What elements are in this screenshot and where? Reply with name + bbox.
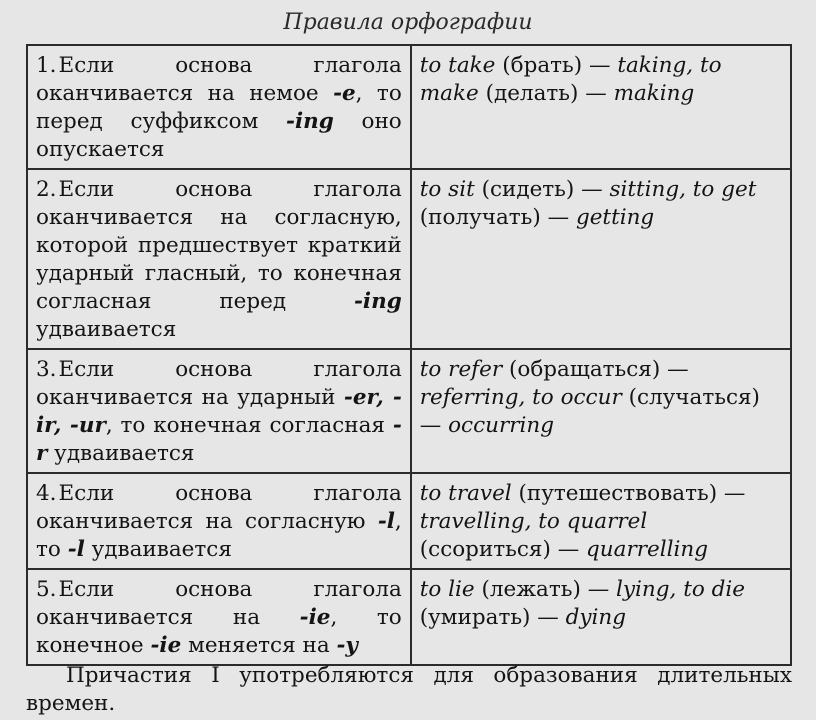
example-translation: (путешествовать) —: [511, 481, 746, 506]
example-english: lying, to die: [616, 577, 745, 602]
rule-suffix: -y: [336, 633, 358, 658]
rule-text-cell: [27, 45, 411, 169]
rule-text: , то конечная согласная: [105, 413, 393, 438]
example-english: dying: [565, 605, 627, 630]
example-english: getting: [575, 205, 655, 230]
example-english: making: [613, 81, 695, 106]
example-translation: (лежать) —: [474, 577, 617, 602]
rule-text: удваивается: [47, 441, 195, 466]
table-title: Правила орфографии: [283, 10, 533, 35]
example-english: to refer: [419, 357, 503, 382]
example-english: to sit: [419, 177, 475, 202]
rule-suffix: -l: [67, 537, 85, 562]
rule-number: 2.: [36, 177, 57, 202]
rule-text: Если основа глагола оканчивается на немое: [36, 53, 402, 106]
example-translation: (случаться) —: [419, 385, 760, 438]
example-cell: [411, 473, 791, 569]
rule-suffix: -ie: [150, 633, 182, 658]
rule-suffix: -er, -ir, -ur: [36, 385, 402, 438]
example-cell: [411, 169, 791, 349]
rule-number: 3.: [36, 357, 57, 382]
rule-suffix: -ing: [286, 109, 334, 134]
rule-row: [27, 169, 791, 349]
rule-suffix: -r: [36, 413, 402, 466]
rule-text: Если основа глагола оканчивается на: [36, 577, 402, 630]
rule-text: Если основа глагола оканчивается на согласную, которой предшествует краткий ударный гласный, то конечная согласная перед: [36, 177, 402, 314]
rule-suffix: -ing: [354, 289, 402, 314]
example-translation: (сидеть) —: [474, 177, 610, 202]
example-translation: (умирать) —: [419, 605, 566, 630]
rule-text: Если основа глагола оканчивается на согласную: [36, 481, 402, 534]
rule-text: Если основа глагола оканчивается на ударный: [36, 357, 402, 410]
rule-suffix: -ie: [299, 605, 331, 630]
example-translation: (обращаться) —: [502, 357, 689, 382]
example-cell: [411, 45, 791, 169]
example-cell: [411, 349, 791, 473]
example-cell: [411, 569, 791, 665]
rule-number: 4.: [36, 481, 57, 506]
example-english: referring, to occur: [419, 385, 622, 410]
spelling-rules-table: [26, 44, 792, 666]
rule-row: [27, 349, 791, 473]
example-english: taking, to make: [419, 53, 722, 106]
example-english: to take: [419, 53, 496, 78]
rule-text-cell: [27, 473, 411, 569]
rule-row: [27, 569, 791, 665]
rule-text-cell: [27, 349, 411, 473]
rule-number: 5.: [36, 577, 57, 602]
rule-text: , то: [36, 509, 402, 562]
example-english: sitting, to get: [609, 177, 757, 202]
rule-text: , то перед суффиксом: [36, 81, 402, 134]
rule-text-cell: [27, 169, 411, 349]
rules-table-body: [27, 45, 791, 665]
rule-text: удваивается: [84, 537, 232, 562]
rule-text-cell: [27, 569, 411, 665]
example-english: to travel: [419, 481, 512, 506]
rule-text: меняется на: [181, 633, 337, 658]
example-translation: (брать) —: [495, 53, 618, 78]
example-english: occurring: [448, 413, 555, 438]
rule-row: [27, 45, 791, 169]
rule-row: [27, 473, 791, 569]
example-translation: (делать) —: [478, 81, 614, 106]
example-english: to lie: [419, 577, 475, 602]
rule-suffix: -e: [333, 81, 356, 106]
example-english: quarrelling: [586, 537, 708, 562]
rule-suffix: -l: [377, 509, 395, 534]
example-translation: (получать) —: [419, 205, 576, 230]
rule-text: , то конечное: [36, 605, 402, 658]
rule-text: оно опускается: [36, 109, 402, 162]
rule-number: 1.: [36, 53, 57, 78]
rule-text: удваивается: [36, 317, 177, 342]
footer-paragraph: Причастия I употребляются для образования длительных времен.: [26, 663, 792, 716]
example-english: travelling, to quarrel: [419, 509, 648, 534]
example-translation: (ссориться) —: [419, 537, 587, 562]
